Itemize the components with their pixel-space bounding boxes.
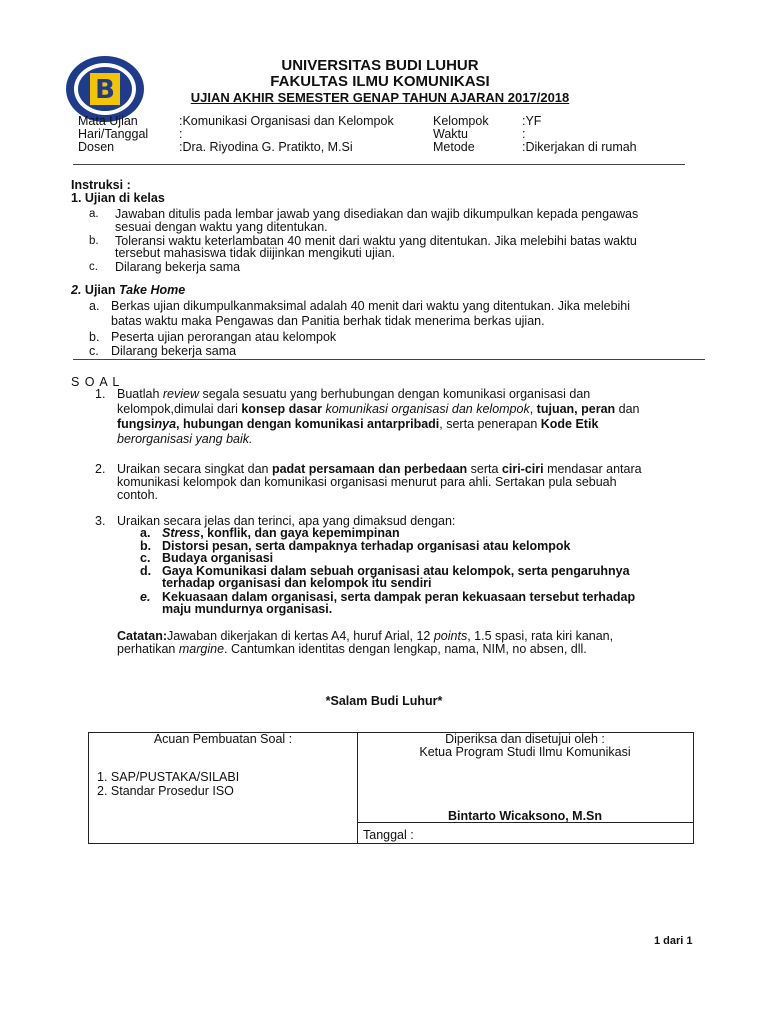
q3-c-text: Budaya organisasi <box>162 551 274 565</box>
kelompok-label: Kelompok <box>433 114 489 128</box>
kelompok-value: :YF <box>522 114 542 128</box>
dosen-value: :Dra. Riyodina G. Pratikto, M.Si <box>179 140 353 154</box>
hari-value: : <box>179 127 183 141</box>
s1-a-marker: a. <box>89 208 99 220</box>
q2-line1: Uraikan secara singkat dan padat persamaan dan perbedaan serta ciri-ciri mendasar antara <box>117 462 642 476</box>
q2-line2: komunikasi kelompok dan komunikasi organisasi menurut para ahli. Sertakan pula sebuah <box>117 475 617 489</box>
mata-ujian-label: Mata Ujian <box>78 114 138 128</box>
q3-c-marker: c. <box>140 551 151 565</box>
acuan-item1: 1. SAP/PUSTAKA/SILABI <box>97 770 240 784</box>
waktu-label: Waktu <box>433 127 468 141</box>
q3-d-line2: terhadap organisasi dan kelompok itu sendiri <box>162 576 432 590</box>
q2-line3: contoh. <box>117 488 159 502</box>
soal-title: S O A L <box>71 375 121 389</box>
q3-line1: Uraikan secara jelas dan terinci, apa yang dimaksud dengan: <box>117 514 456 528</box>
s1-b-line1: Toleransi waktu keterlambatan 40 menit dari waktu yang ditentukan. Jika melebihi batas waktu <box>115 234 637 248</box>
s2-c-marker: c. <box>89 344 99 358</box>
acuan-item2: 2. Standar Prosedur ISO <box>97 784 234 798</box>
s2-a-line2: batas waktu maka Pengawas dan Panitia berhak tidak menerima berkas ujian. <box>111 314 545 328</box>
header-divider <box>73 164 685 165</box>
q3-b-text: Distorsi pesan, serta dampaknya terhadap organisasi atau kelompok <box>162 539 571 553</box>
catatan-line1: Catatan:Jawaban dikerjakan di kertas A4, huruf Arial, 12 points, 1.5 spasi, rata kiri kanan, <box>117 629 614 643</box>
faculty-name: FAKULTAS ILMU KOMUNIKASI <box>270 73 490 90</box>
section2-title <box>71 283 185 297</box>
university-name: UNIVERSITAS BUDI LUHUR <box>281 57 479 74</box>
waktu-value: : <box>522 127 526 141</box>
q1-line1: Buatlah review segala sesuatu yang berhubungan dengan komunikasi organisasi dan <box>117 387 591 401</box>
q1-line4: berorganisasi yang baik. <box>117 432 253 446</box>
q1-num: 1. <box>95 387 106 401</box>
s1-c-marker: c. <box>89 261 98 273</box>
ketua-label: Ketua Program Studi Ilmu Komunikasi <box>419 745 631 759</box>
q1-line3: fungsinya, hubungan dengan komunikasi antarpribadi, serta penerapan Kode Etik <box>117 417 599 431</box>
q3-num: 3. <box>95 514 106 528</box>
s2-a-marker: a. <box>89 299 100 313</box>
s1-a-line2: sesuai dengan waktu yang ditentukan. <box>115 220 328 234</box>
s2-c-line1: Dilarang bekerja sama <box>111 344 237 358</box>
q3-e-line1: Kekuasaan dalam organisasi, serta dampak peran kekuasaan tersebut terhadap <box>162 590 636 604</box>
approval-table <box>88 732 694 844</box>
metode-value: :Dikerjakan di rumah <box>522 140 637 154</box>
exam-title: UJIAN AKHIR SEMESTER GENAP TAHUN AJARAN 2017/2018 <box>190 90 570 105</box>
q3-e-line2: maju mundurnya organisasi. <box>162 602 333 616</box>
s2-b-line1: Peserta ujian perorangan atau kelompok <box>111 330 337 344</box>
metode-label: Metode <box>433 140 475 154</box>
acuan-title: Acuan Pembuatan Soal : <box>153 732 293 746</box>
section1-title: 1. Ujian di kelas <box>71 191 165 205</box>
s1-a-line1: Jawaban ditulis pada lembar jawab yang disediakan dan wajib dikumpulkan kepada pengawas <box>115 207 639 221</box>
s2-b-marker: b. <box>89 330 100 344</box>
q3-a-text: Stress, konflik, dan gaya kepemimpinan <box>162 526 400 540</box>
q3-a-marker: a. <box>140 526 151 540</box>
s1-b-marker: b. <box>89 235 99 247</box>
approver-name: Bintarto Wicaksono, M.Sn <box>447 809 603 823</box>
catatan-line2: perhatikan margine. Cantumkan identitas dengan lengkap, nama, NIM, no absen, dll. <box>117 642 587 656</box>
mata-ujian-value: :Komunikasi Organisasi dan Kelompok <box>179 114 394 128</box>
s1-c-line1: Dilarang bekerja sama <box>115 260 241 274</box>
s2-title-italic: Take Home <box>118 283 186 297</box>
logo-letter: B <box>95 75 115 105</box>
salam: *Salam Budi Luhur* <box>325 694 443 708</box>
q3-e-marker: e. <box>140 590 151 604</box>
q1-line2: kelompok,dimulai dari konsep dasar komunikasi organisasi dan kelompok, tujuan, peran dan <box>117 402 640 416</box>
s2-a-line1: Berkas ujian dikumpulkanmaksimal adalah 40 menit dari waktu yang ditentukan. Jika melebihi <box>111 299 631 313</box>
dosen-label: Dosen <box>78 140 115 154</box>
q3-b-marker: b. <box>140 539 152 553</box>
s2-num: 2. <box>71 283 82 297</box>
q3-d-line1: Gaya Komunikasi dalam sebuah organisasi atau kelompok, serta pengaruhnya <box>162 564 630 578</box>
page-number: 1 dari 1 <box>654 935 693 947</box>
q3-d-marker: d. <box>140 564 152 578</box>
s2-title-plain: Ujian <box>81 283 119 297</box>
s1-b-line2: tersebut mahasiswa tidak diijinkan mengikuti ujian. <box>115 246 396 260</box>
tanggal-label: Tanggal : <box>363 828 414 842</box>
hari-label: Hari/Tanggal <box>78 127 149 141</box>
diperiksa-label: Diperiksa dan disetujui oleh : <box>445 732 605 746</box>
q2-num: 2. <box>95 462 106 476</box>
instruksi-title: Instruksi : <box>71 178 131 192</box>
instruksi-divider <box>73 359 705 360</box>
